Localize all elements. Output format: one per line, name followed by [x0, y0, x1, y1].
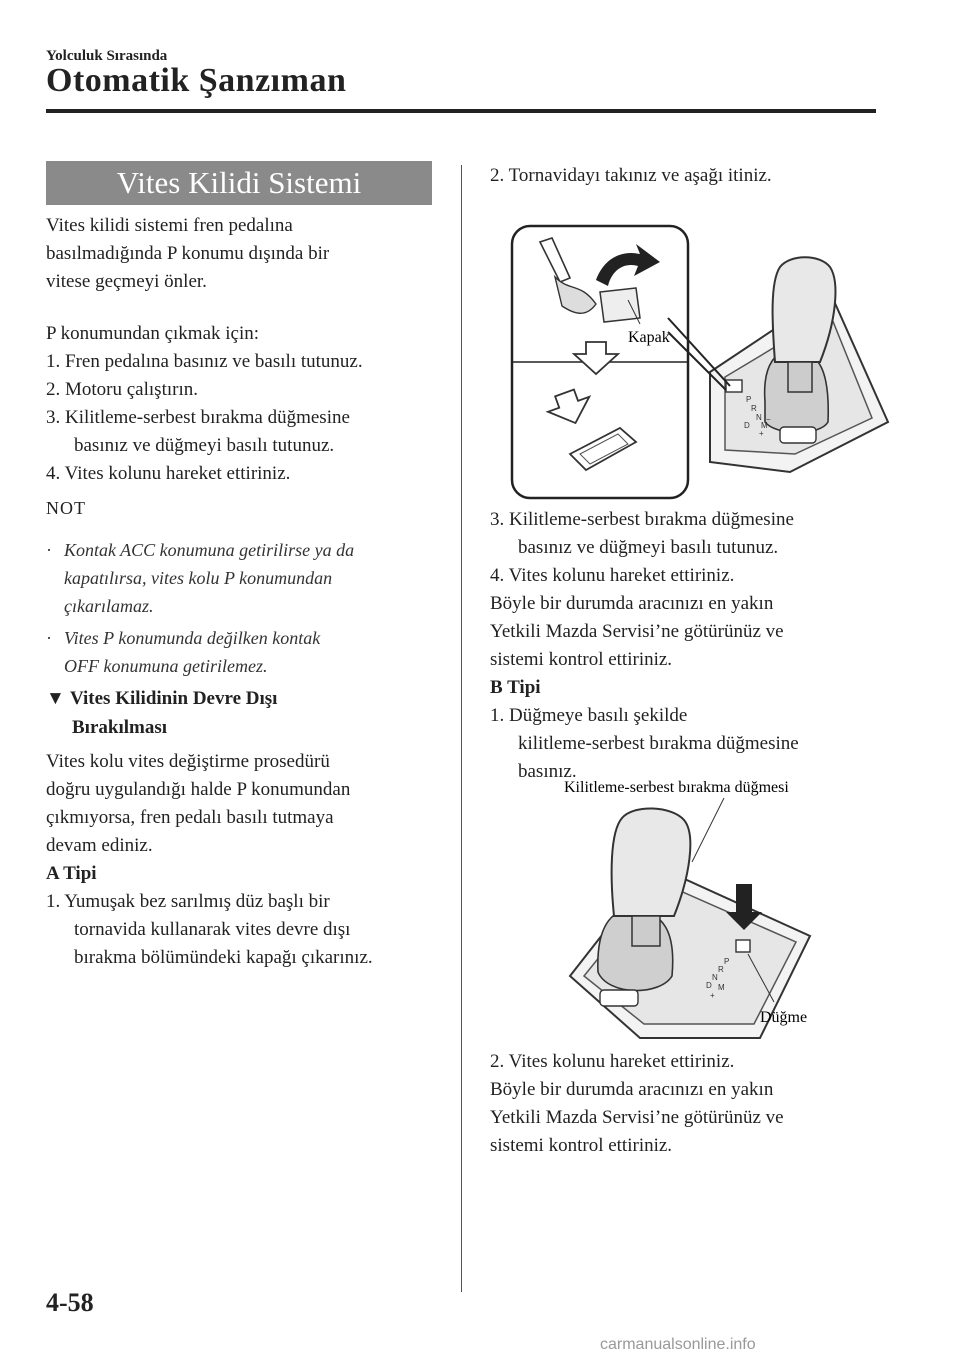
note-line: · Kontak ACC konumuna getirilirse ya da [46, 540, 355, 560]
svg-text:−: − [766, 415, 771, 424]
text-line: Böyle bir durumda aracınızı en yakın [490, 593, 774, 614]
text-line: Yetkili Mazda Servisi’ne götürünüz ve [490, 621, 784, 642]
type-b-diagram [560, 776, 850, 1046]
intro-paragraph [46, 212, 329, 296]
text-line: basılmadığında P konumu dışında bir [46, 243, 330, 264]
type-a-heading: A Tipi [46, 863, 97, 884]
text-line: Vites kolu vites değiştirme prosedürü [46, 751, 330, 772]
text-line: sistemi kontrol ettiriniz. [490, 1135, 673, 1156]
topic-banner: Vites Kilidi Sistemi [46, 161, 432, 205]
svg-text:P: P [746, 395, 752, 404]
release-button [736, 940, 750, 952]
step-item-cont: basınız. [518, 761, 577, 782]
text-line: sistemi kontrol ettiriniz. [490, 649, 673, 670]
svg-text:R: R [751, 404, 757, 413]
svg-text:N: N [712, 973, 718, 982]
svg-text:N: N [756, 413, 762, 422]
page-number: 4-58 [46, 1288, 94, 1317]
section-title: Yolculuk Sırasında [46, 48, 168, 64]
steps-list [46, 320, 363, 488]
chapter-title: Otomatik Şanzıman [46, 62, 347, 99]
button-label: Düğme [760, 1009, 808, 1026]
step-item: 1. Fren pedalına basınız ve basılı tutunuz. [46, 351, 363, 372]
body-paragraph [46, 748, 373, 972]
text-line: Vites kilidi sistemi fren pedalına [46, 215, 293, 236]
note-heading: NOT [46, 498, 86, 518]
text-line: doğru uygulandığı halde P konumundan [46, 779, 351, 800]
type-a-diagram [500, 222, 892, 502]
header-rule [46, 109, 876, 113]
step-item: 4. Vites kolunu hareket ettiriniz. [490, 565, 735, 586]
cover-slot [726, 380, 742, 392]
svg-text:D: D [706, 981, 712, 990]
svg-text:M: M [761, 421, 768, 430]
svg-text:R: R [718, 965, 724, 974]
svg-text:+: + [759, 429, 764, 438]
note-list [46, 536, 354, 680]
step-item-cont: bırakma bölümündeki kapağı çıkarınız. [74, 947, 373, 968]
step-item-cont: basınız ve düğmeyi basılı tutunuz. [518, 537, 779, 558]
shift-knob [612, 808, 691, 916]
release-button-label: Kilitleme-serbest bırakma düğmesi [564, 779, 789, 796]
step-item: 2. Vites kolunu hareket ettiriniz. [490, 1051, 735, 1072]
note-line: çıkarılamaz. [64, 596, 154, 616]
svg-text:M: M [718, 983, 725, 992]
step-item-cont: kilitleme-serbest bırakma düğmesine [518, 733, 799, 754]
svg-text:P: P [724, 957, 730, 966]
final-steps [490, 1048, 784, 1160]
note-line: kapatılırsa, vites kolu P konumundan [64, 568, 333, 588]
text-line: çıkmıyorsa, fren pedalı basılı tutmaya [46, 807, 334, 828]
step-item: 1. Düğmeye basılı şekilde [490, 705, 688, 726]
watermark: carmanualsonline.info [600, 1336, 756, 1353]
text-line: Böyle bir durumda aracınızı en yakın [490, 1079, 774, 1100]
step-item: 1. Yumuşak bez sarılmış düz başlı bir [46, 891, 330, 912]
svg-text:+: + [710, 991, 715, 1000]
type-b-heading: B Tipi [490, 677, 541, 698]
steps-title: P konumundan çıkmak için: [46, 323, 260, 344]
step-item: 2. Motoru çalıştırın. [46, 379, 198, 400]
step-item: 4. Vites kolunu hareket ettiriniz. [46, 463, 291, 484]
shift-knob [773, 257, 836, 362]
step2-line: 2. Tornavidayı takınız ve aşağı itiniz. [490, 165, 772, 186]
text-line: Yetkili Mazda Servisi’ne götürünüz ve [490, 1107, 784, 1128]
cover-label: Kapak [628, 329, 670, 346]
step-item-cont: basınız ve düğmeyi basılı tutunuz. [74, 435, 335, 456]
step-item-cont: tornavida kullanarak vites devre dışı [74, 919, 351, 940]
svg-text:D: D [744, 421, 750, 430]
note-line: · Vites P konumunda değilken kontak [46, 628, 321, 648]
step-item: 3. Kilitleme-serbest bırakma düğmesine [490, 509, 794, 530]
text-line: devam ediniz. [46, 835, 153, 856]
note-line: OFF konumuna getirilemez. [64, 656, 268, 676]
column-divider [461, 165, 462, 1292]
text-line: vitese geçmeyi önler. [46, 271, 207, 292]
right-steps [490, 506, 799, 786]
triangle-icon: ▼ [46, 688, 65, 709]
subheading: ▼ Vites Kilidinin Devre Dışı Bırakılması [46, 684, 277, 742]
step-item: 3. Kilitleme-serbest bırakma düğmesine [46, 407, 350, 428]
